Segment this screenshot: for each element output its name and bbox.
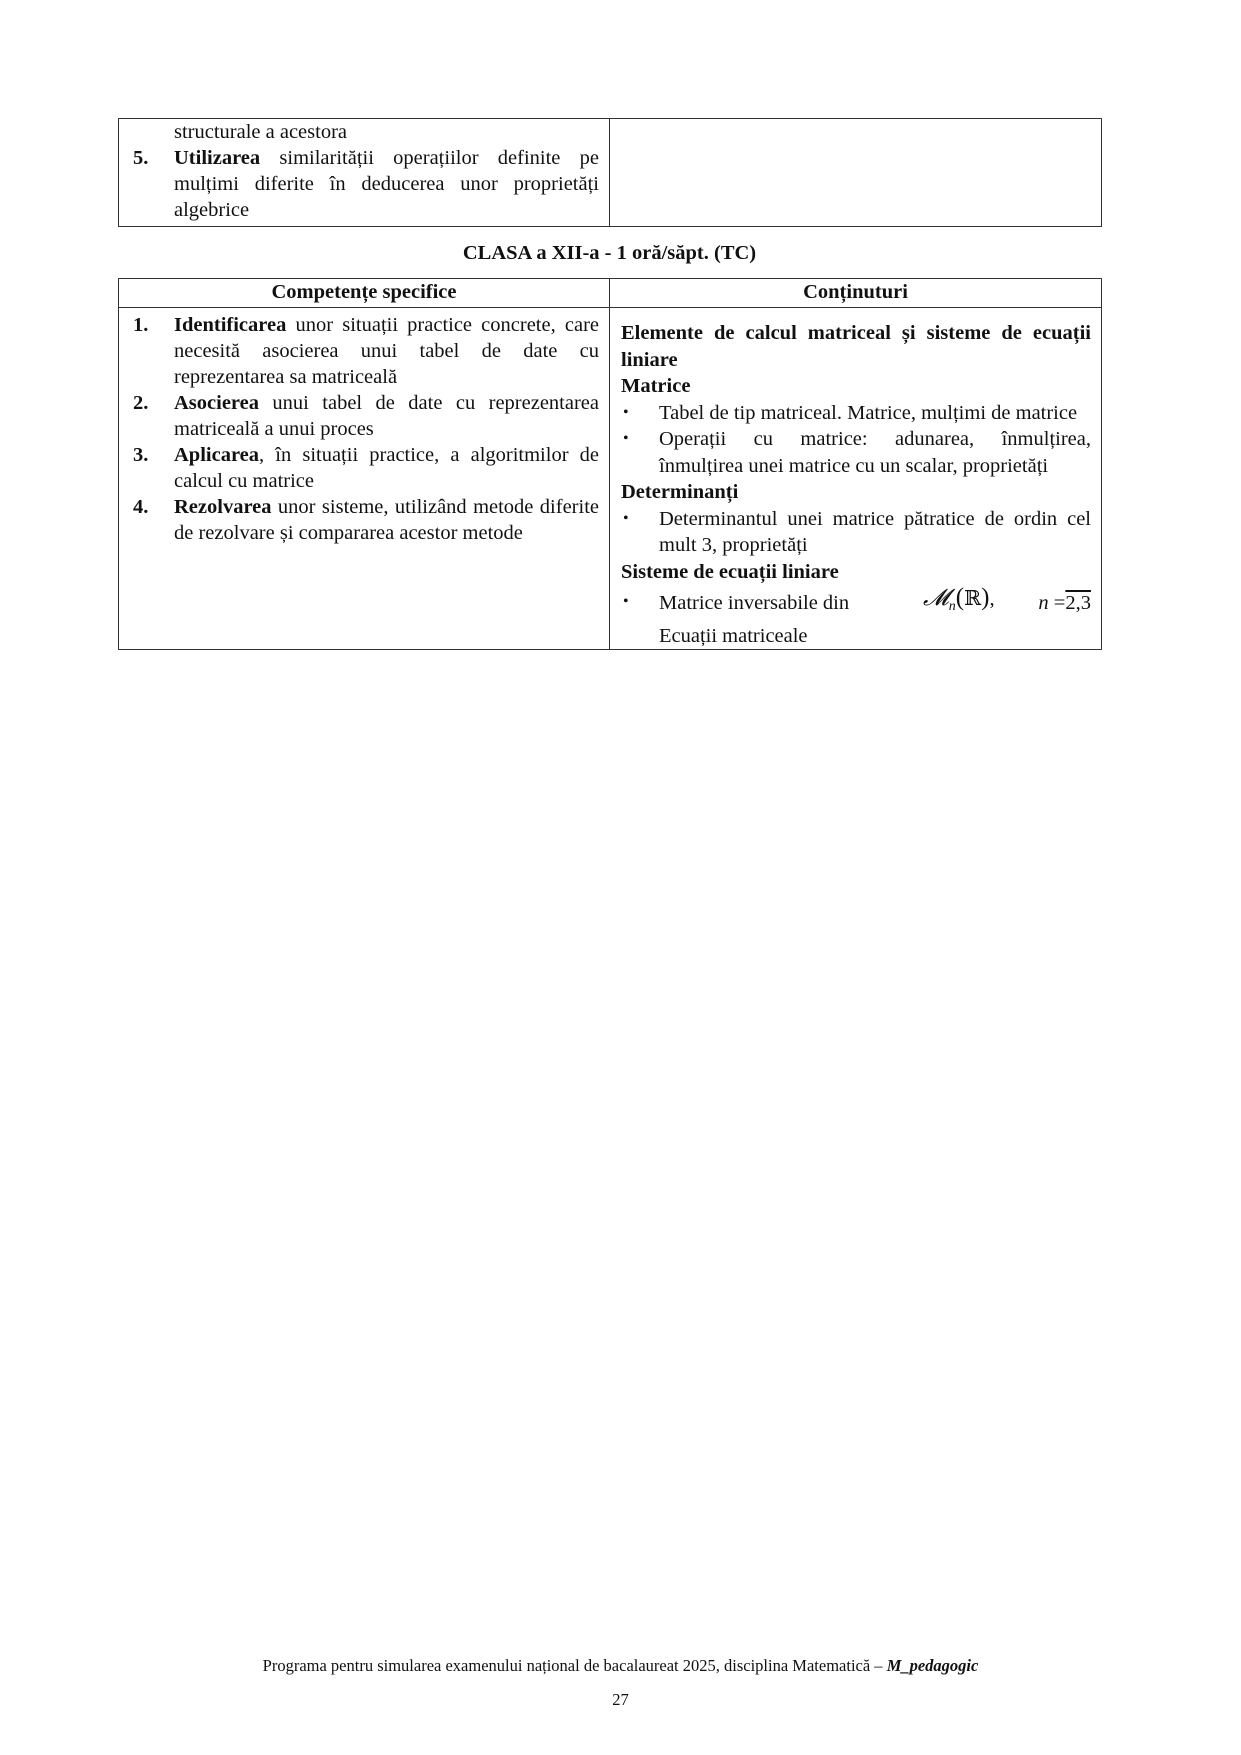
range-formula: n =2,3 xyxy=(1038,591,1091,614)
sisteme-heading: Sisteme de ecuații liniare xyxy=(621,560,839,583)
list-item: 5. Utilizarea similarității operațiilor definite pe mulțimi diferite în deducerea unor proprietăți algebrice xyxy=(133,147,599,221)
contents-cell xyxy=(610,308,1102,650)
list-item: • Operații cu matrice: adunarea, înmulțirea, înmulțirea unei matrice cu un scalar, proprietăți xyxy=(621,426,1091,479)
main-heading: Elemente de calcul matriceal și sisteme de ecuații liniare xyxy=(621,322,1091,371)
math-line: Matrice inversabile din 𝓜$_n$(ℝ), n =2,3 xyxy=(659,585,1091,621)
matrice-heading: Matrice xyxy=(621,375,691,397)
sisteme-list xyxy=(621,585,1091,649)
determinanti-heading: Determinanți xyxy=(621,481,739,503)
continuation-table xyxy=(118,118,1102,227)
column-header-competences: Competențe specifice xyxy=(119,279,610,308)
competence-item: 1. Identificarea unor situații practice concrete, care necesită asocierea unui tabel de date cu reprezentarea sa matriceală xyxy=(133,314,599,388)
bullet-icon: • xyxy=(623,509,629,527)
continuation-contents-cell xyxy=(610,119,1102,227)
page-footer: Programa pentru simularea examenului național de bacalaureat 2025, disciplina Matematică – M_pedagogic xyxy=(262,1656,979,1675)
competence-item: 4. Rezolvarea unor sisteme, utilizând metode diferite de rezolvare și compararea acestor metode xyxy=(133,496,599,544)
curriculum-table xyxy=(118,278,1102,650)
list-item: • Matrice inversabile din 𝓜$_n$(ℝ), n =2,3 Ecuații matriceale xyxy=(621,585,1091,649)
column-header-contents: Conținuturi xyxy=(610,279,1102,308)
continuation-competences-cell xyxy=(119,119,610,227)
bullet-icon: • xyxy=(623,593,629,610)
competence-item: 2. Asocierea unui tabel de date cu reprezentarea matriceală a unui proces xyxy=(133,392,599,440)
determinanti-list xyxy=(621,506,1091,559)
list-item: • Determinantul unei matrice pătratice de ordin cel mult 3, proprietăți xyxy=(621,506,1091,559)
competences-cell xyxy=(119,308,610,650)
bullet-icon: • xyxy=(623,403,629,421)
list-item: structurale a acestora xyxy=(174,121,348,143)
competence-item: 3. Aplicarea, în situații practice, a algoritmilor de calcul cu matrice xyxy=(133,444,599,492)
bullet-icon: • xyxy=(623,430,629,447)
section-title: CLASA a XII-a - 1 oră/săpt. (TC) xyxy=(462,242,757,264)
matrice-list xyxy=(621,400,1091,480)
matrix-set-formula: 𝓜$_n$(ℝ), xyxy=(922,584,995,614)
list-item: • Tabel de tip matriceal. Matrice, mulțimi de matrice xyxy=(621,400,1091,427)
page-number: 27 xyxy=(612,1690,629,1709)
